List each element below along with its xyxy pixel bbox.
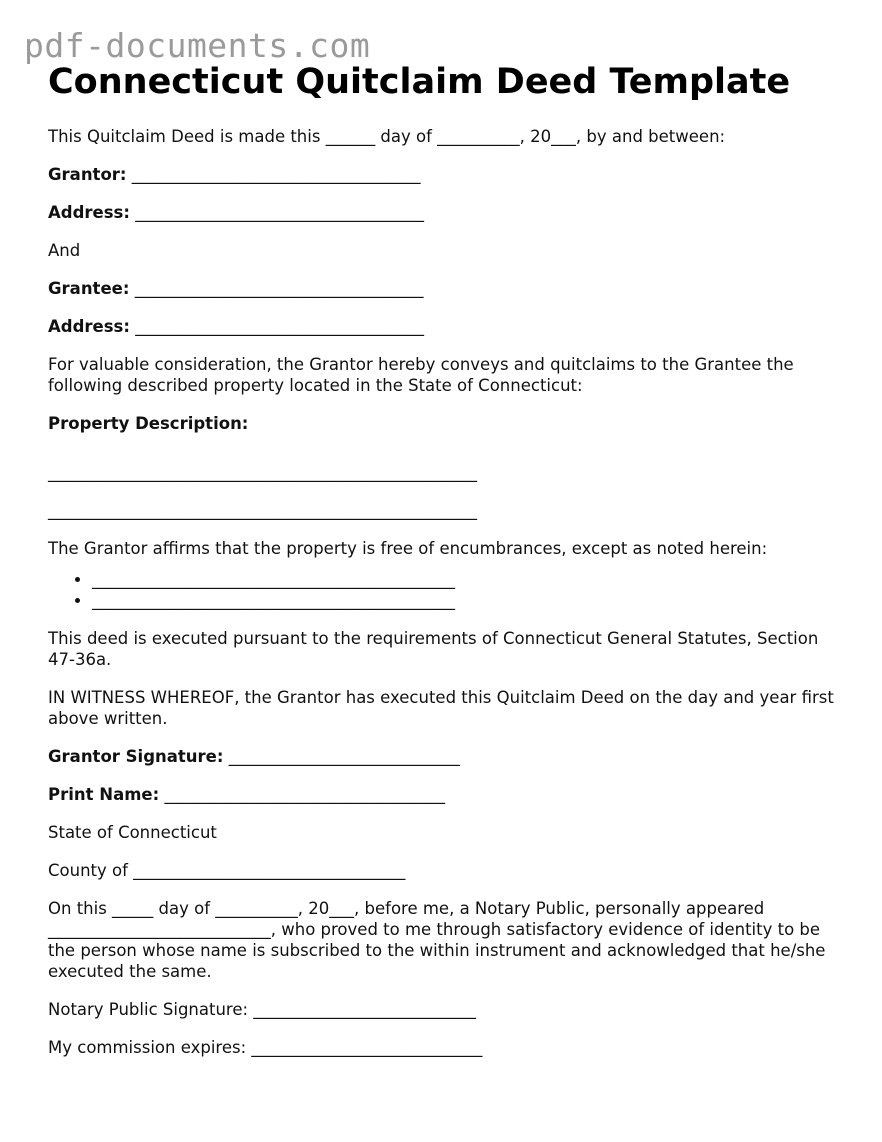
encumbrance-item-1[interactable]: • ____________________________________________ <box>92 569 848 590</box>
grantor-signature-field <box>48 746 848 767</box>
encumbrances-paragraph: The Grantor affirms that the property is free of encumbrances, except as noted herein: <box>48 539 768 558</box>
grantor-label: Grantor: <box>48 165 127 184</box>
county-label: County of <box>48 861 128 880</box>
grantee-label: Grantee: <box>48 279 130 298</box>
state-text: State of Connecticut <box>48 823 217 842</box>
intro-line: This Quitclaim Deed is made this ______ day of __________, 20___, by and between: <box>48 127 726 146</box>
commission-label: My commission expires: <box>48 1038 247 1057</box>
deed-body <box>48 126 848 1075</box>
grantor-blank[interactable]: ___________________________________ <box>131 165 421 184</box>
grantor-address-blank[interactable]: ___________________________________ <box>135 203 424 222</box>
notary-paragraph: On this _____ day of __________, 20___, before me, a Notary Public, personally appeared ___________________________, who proved to me through satisfactory evidence of identity to be the person whose name is subscribed to the within instrument and acknowledged that he/she executed the same. <box>48 899 826 981</box>
print-name-field <box>48 784 848 805</box>
statute-paragraph: This deed is executed pursuant to the requirements of Connecticut General Statutes, Section 47-36a. <box>48 629 819 669</box>
property-line-2[interactable]: ____________________________________________________ <box>48 501 477 520</box>
county-field <box>48 860 848 881</box>
grantor-address-field <box>48 202 848 223</box>
notary-signature-field <box>48 999 848 1020</box>
grantee-blank[interactable]: ___________________________________ <box>134 279 424 298</box>
property-line-1[interactable]: ____________________________________________________ <box>48 463 477 482</box>
encumbrance-item-2[interactable]: • ____________________________________________ <box>92 590 848 611</box>
print-name-blank[interactable]: __________________________________ <box>164 785 445 804</box>
and-text: And <box>48 241 81 260</box>
grantee-field <box>48 278 848 299</box>
grantee-address-blank[interactable]: ___________________________________ <box>135 317 424 336</box>
encumbrance-list <box>48 569 848 611</box>
notary-signature-blank[interactable]: ___________________________ <box>253 1000 477 1019</box>
property-description-label <box>48 413 848 434</box>
grantee-address-field <box>48 316 848 337</box>
grantee-address-label: Address: <box>48 317 130 336</box>
print-name-label: Print Name: <box>48 785 160 804</box>
consideration-paragraph: For valuable consideration, the Grantor hereby conveys and quitclaims to the Grantee the following described property located in the State of Connecticut: <box>48 355 794 395</box>
witness-paragraph: IN WITNESS WHEREOF, the Grantor has executed this Quitclaim Deed on the day and year first above written. <box>48 688 834 728</box>
grantor-signature-blank[interactable]: ____________________________ <box>228 747 460 766</box>
notary-signature-label: Notary Public Signature: <box>48 1000 249 1019</box>
watermark: pdf-documents.com <box>24 26 371 65</box>
document-title: Connecticut Quitclaim Deed Template <box>48 62 791 102</box>
grantor-signature-label: Grantor Signature: <box>48 747 224 766</box>
county-blank[interactable]: _________________________________ <box>133 861 406 880</box>
grantor-address-label: Address: <box>48 203 130 222</box>
commission-blank[interactable]: ____________________________ <box>251 1038 483 1057</box>
commission-field <box>48 1037 848 1058</box>
grantor-field <box>48 164 848 185</box>
property-description-heading: Property Description: <box>48 414 249 433</box>
